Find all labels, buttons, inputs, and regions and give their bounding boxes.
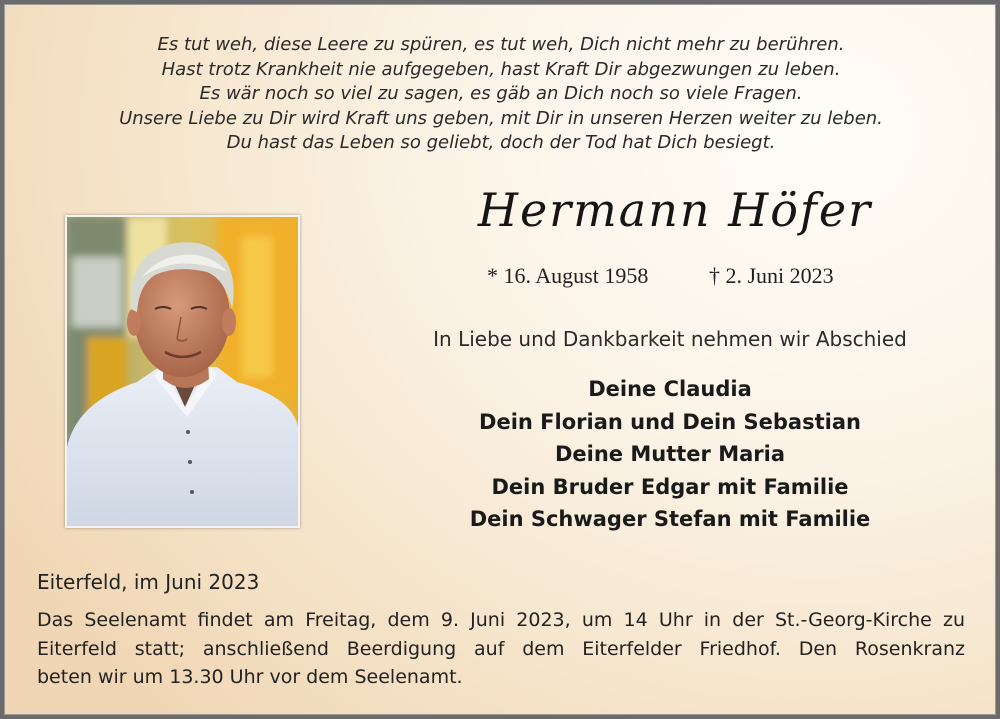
notice-line: Das Seelenamt findet am Freitag, dem 9. Juni 2023, um 14 Uhr in der St.-Georg-Kirche zu xyxy=(37,609,965,631)
funeral-notice xyxy=(37,606,965,692)
farewell-text: In Liebe und Dankbarkeit nehmen wir Abschied xyxy=(433,327,907,351)
notice-line: beten wir um 13.30 Uhr vor dem Seelenamt. xyxy=(37,666,463,688)
portrait-photo xyxy=(65,215,300,528)
mourner: Dein Bruder Edgar mit Familie xyxy=(491,474,849,499)
place-date: Eiterfeld, im Juni 2023 xyxy=(37,570,260,594)
birth-date: * 16. August 1958 xyxy=(487,263,649,288)
notice-line: Eiterfeld statt; anschließend Beerdigung auf dem Eiterfelder Friedhof. Den Rosenkranz xyxy=(37,637,965,660)
poem xyxy=(5,33,997,156)
mourners-list xyxy=(405,373,935,536)
obituary-card xyxy=(4,4,996,715)
death-date: † 2. Juni 2023 xyxy=(709,263,834,288)
deceased-name: Hermann Höfer xyxy=(477,183,873,237)
mourner: Deine Claudia xyxy=(588,377,752,401)
mourner: Deine Mutter Maria xyxy=(554,442,785,466)
poem-line: Du hast das Leben so geliebt, doch der Tod hat Dich besiegt. xyxy=(226,132,776,153)
mourner: Dein Florian und Dein Sebastian xyxy=(479,409,861,434)
poem-line: Hast trotz Krankheit nie aufgegeben, hast Kraft Dir abgezwungen zu leben. xyxy=(161,58,841,80)
mourner: Dein Schwager Stefan mit Familie xyxy=(469,507,871,531)
poem-line: Unsere Liebe zu Dir wird Kraft uns geben, mit Dir in unseren Herzen weiter zu leben. xyxy=(119,107,883,129)
poem-line: Es wär noch so viel zu sagen, es gäb an Dich noch so viele Fragen. xyxy=(199,83,803,104)
poem-line: Es tut weh, diese Leere zu spüren, es tut weh, Dich nicht mehr zu berühren. xyxy=(157,34,845,55)
